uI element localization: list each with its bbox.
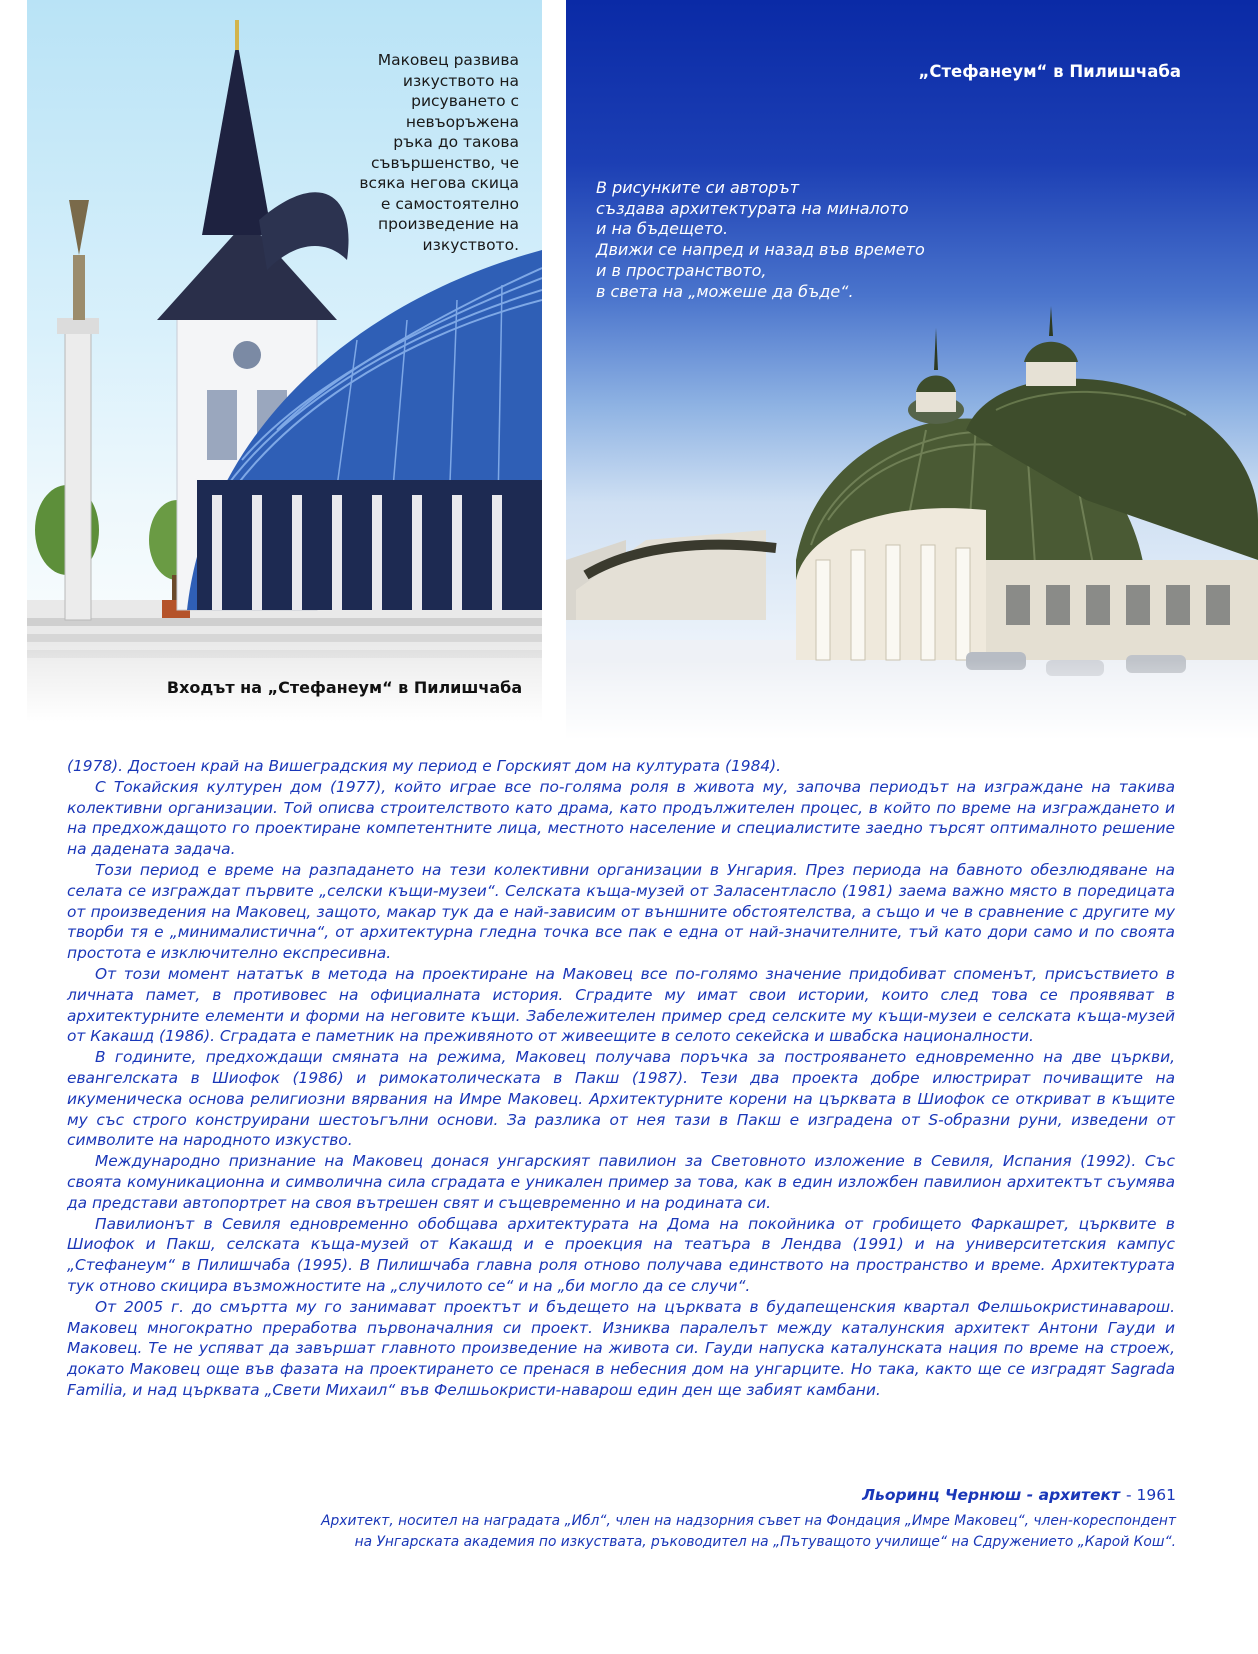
quote-line: произведение на <box>378 215 519 233</box>
quote-line: е самостоятелно <box>380 194 519 213</box>
stefaneum-photo-title: „Стефанеум“ в Пилишчаба <box>918 62 1181 81</box>
quote-line: ръка до такова <box>393 133 519 151</box>
body-paragraph: С Токайския културен дом (1977), който играе все по-голяма роля в живота му, започва периодът на изграждане на такива колективни организации. Той описва строителството като драма, като продължителен процес, в който по време на изграждането и на предхождащото го проектиране компетентните лица, местното население и специалистите заедно търсят оптималното решение на дадената задача. <box>67 777 1175 859</box>
body-paragraph: От 2005 г. до смъртта му го занимават проектът и бъдещето на църквата в будапещенския квартал Фелшьокристинаварош. Маковец многократно преработва първоначалния си проект. Изниква паралелът между каталунския архитект Антони Гауди и Маковец. Те не успяват да завършат главното произведение на живота си. Гауди напуска каталунската нация по време на строеж, докато Маковец още във фазата на проектирането се пренася в небесния дом на унгарците. Но така, както ще се изградят Sagrada Familia, и над църквата „Свети Михаил“ във Фелшьокристи-наварош един ден ще забият камбани. <box>67 1297 1175 1399</box>
body-paragraph: От този момент нататък в метода на проектиране на Маковец все по-голямо значение придобиват споменът, присъствието в личната памет, в противовес на официалната история. Сградите му имат свои истории, които след това се проявяват в архитектурните елементи и форми на неговите къщи. Забележителен пример сред селските му къщи-музеи е селската къща-музей от Какашд (1986). Сградата е паметник на преживяното от живеещите в селото секейска и швабска националности. <box>67 964 1175 1046</box>
author-credentials <box>216 1511 1176 1553</box>
quote-line: създава архитектурата на миналото <box>596 198 909 218</box>
quote-line: изкуството на <box>402 71 519 90</box>
body-paragraph: Международно признание на Маковец донася унгарският павилион за Световното изложение в Севиля, Испания (1992). Със своята комуникационна и символична сила сградата е уникален пример за това, как в един изложбен павилион архитектът съумява да представи автопортрет на своя вътрешен свят и същевременно и на родината си. <box>67 1152 1175 1212</box>
body-paragraph: (1978). Достоен край на Вишеградския му период е Горският дом на културата (1984). <box>67 757 782 775</box>
author-name: Льоринц Чернюш - архитект <box>862 1486 1121 1504</box>
body-paragraph: Този период е време на разпадането на тези колективни организации в Унгария. През периода на бавното обезлюдяване на селата се изграждат първите „селски къщи-музеи“. Селската къща-музей от Заласентласло (1981) заема важно място в поредицата от произведения на Маковец, защото, макар тук да е най-зависим от външните обстоятелства, а също и че в сравнение с другите му творби тя е „минималистична“, от архитектурна гледна точка все пак е една от най-значителните, тъй като дори само и по своята простота е изключително експресивна. <box>67 860 1175 963</box>
quote-line: в света на „можеше да бъде“. <box>596 281 854 301</box>
quote-line: рисуването с <box>411 92 519 110</box>
credentials-line: Архитект, носител на наградата „Ибл“, член на надзорния съвет на Фондация „Имре Маковец“, член-кореспондент <box>321 1513 1176 1529</box>
quote-line: В рисунките си авторът <box>596 178 800 197</box>
quote-line: всяка негова скица <box>359 174 519 192</box>
author-signature <box>862 1486 1176 1504</box>
left-photo-quote <box>334 50 519 255</box>
stefaneum-domes-illustration <box>566 0 1258 740</box>
quote-line: изкуството. <box>422 235 519 254</box>
quote-line: и в пространството, <box>596 260 767 280</box>
article-body <box>67 756 1175 1401</box>
entrance-photo-caption: Входът на „Стефанеум“ в Пилишчаба <box>166 678 523 697</box>
stefaneum-photo <box>566 0 1258 740</box>
quote-line: Движи се напред и назад във времето <box>596 240 925 260</box>
author-birth-year: - 1961 <box>1126 1486 1176 1504</box>
right-photo-quote <box>596 178 1016 302</box>
quote-line: и на бъдещето. <box>596 219 729 239</box>
entrance-photo <box>27 0 542 722</box>
quote-line: невъоръжена <box>405 112 519 131</box>
credentials-line: на Унгарската академия по изкуствата, ръководител на „Пътуващото училище“ на Сдружението „Карой Кош“. <box>354 1534 1176 1550</box>
body-paragraph: В годините, предхождащи смяната на режима, Маковец получава поръчка за построяването едновременно на две църкви, евангелската в Шиофок (1986) и римокатолическата в Пакш (1987). Тези два проекта добре илюстрират почиващите на икуменическа основа религиозни вярвания на Имре Маковец. Архитектурните корени на църквата в Шиофок се откриват в къщите му със строго конструирани шестоъгълни основи. За разлика от нея тази в Пакш е изградена от S-образни руни, изведени от символите на народното изкуство. <box>67 1048 1175 1150</box>
quote-line: Маковец развива <box>377 51 519 69</box>
quote-line: съвършенство, че <box>371 153 519 172</box>
body-paragraph: Павилионът в Севиля едновременно обобщава архитектурата на Дома на покойника от гробището Фаркашрет, църквите в Шиофок и Пакш, селската къща-музей от Какашд и е проекция на театъра в Лендва (1991) и на университетския кампус „Стефанеум“ в Пилишчаба (1995). В Пилишчаба главна роля отново получава единството на пространство и време. Архитектурата тук отново скицира възможностите на „случилото се“ и на „би могло да се случи“. <box>67 1214 1175 1295</box>
